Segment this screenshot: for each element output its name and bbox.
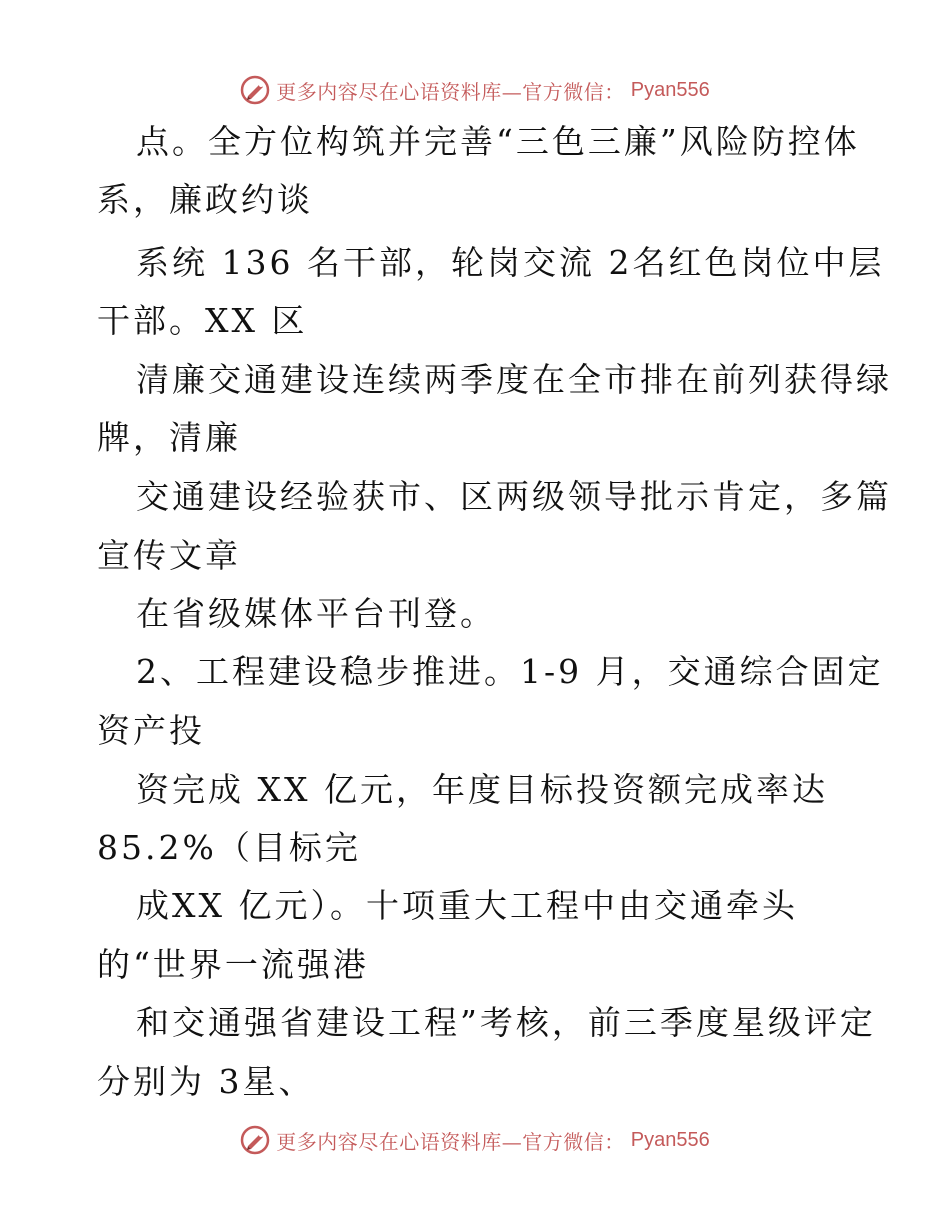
text-line: 牌，清廉: [97, 418, 241, 457]
text-line: 系，廉政约谈: [97, 180, 313, 219]
header-watermark-handle: Pyan556: [630, 78, 710, 101]
footer-watermark-text: 更多内容尽在心语资料库—官方微信：: [276, 1129, 625, 1154]
header-watermark-banner: [0, 70, 950, 110]
text-line: 分别为 3星、: [97, 1062, 315, 1101]
text-line: 和交通强省建设工程”考核，前三季度星级评定: [136, 1003, 876, 1042]
text-line: 系统 136 名干部，轮岗交流 2名红色岗位中层: [136, 243, 885, 282]
text-line: 点。全方位构筑并完善“三色三廉”风险防控体: [136, 122, 860, 161]
text-line: 85.2%（目标完: [97, 828, 361, 867]
text-line: 在省级媒体平台刊登。: [136, 594, 496, 633]
pen-logo-icon: [240, 75, 270, 105]
text-line: 清廉交通建设连续两季度在全市排在前列获得绿: [136, 360, 892, 399]
text-line: 交通建设经验获市、区两级领导批示肯定，多篇: [136, 477, 892, 516]
footer-watermark-handle: Pyan556: [630, 1128, 710, 1151]
text-line: 2、工程建设稳步推进。1-9 月，交通综合固定: [136, 652, 884, 691]
text-line: 资产投: [97, 711, 205, 750]
text-line: 成XX 亿元）。十项重大工程中由交通牵头: [136, 886, 798, 925]
text-line: 宣传文章: [97, 536, 241, 575]
pen-logo-icon: [240, 1125, 270, 1155]
footer-watermark-banner: [0, 1120, 950, 1160]
text-line: 干部。XX 区: [97, 301, 308, 340]
text-line: 资完成 XX 亿元，年度目标投资额完成率达: [136, 770, 828, 809]
header-watermark-text: 更多内容尽在心语资料库—官方微信：: [276, 79, 625, 104]
text-line: 的“世界一流强港: [97, 945, 369, 984]
